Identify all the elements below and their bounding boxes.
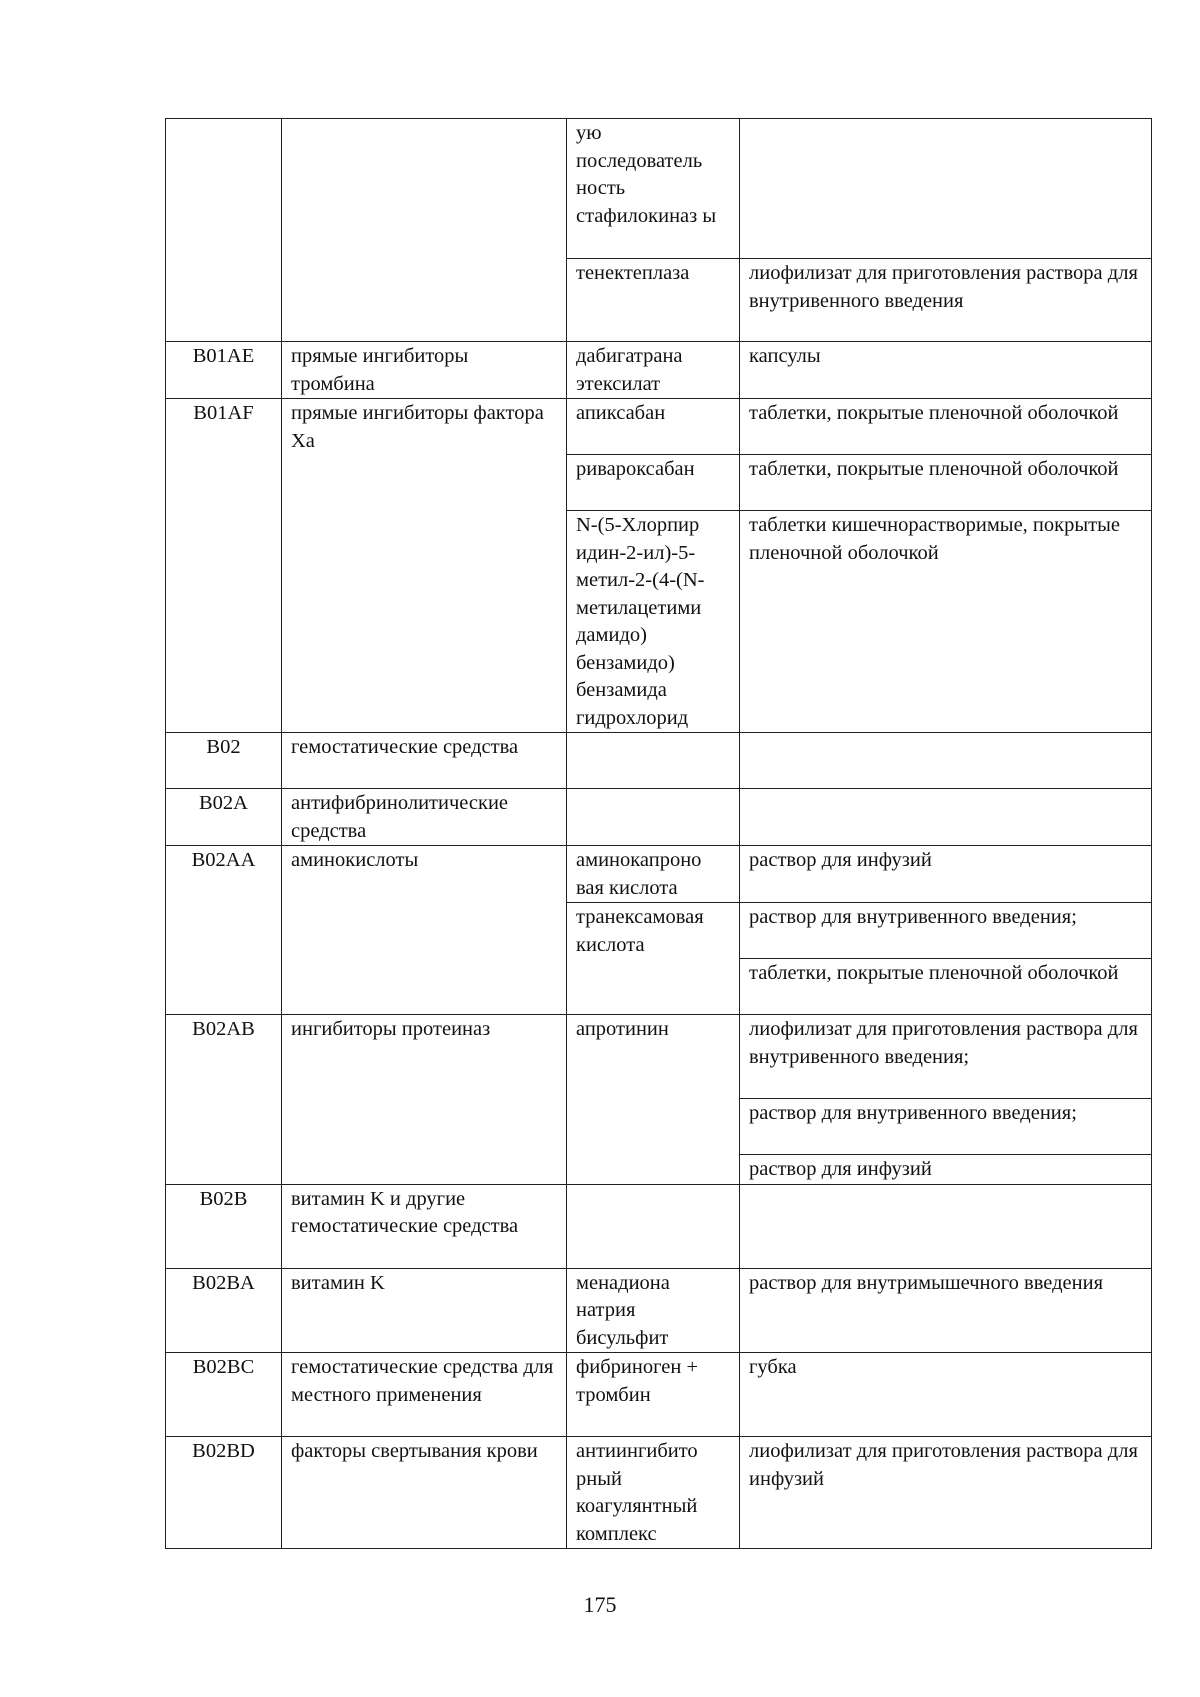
atc-code-cell: B02 [166,733,282,789]
form-cell: губка [740,1353,1152,1437]
atc-code-cell: B02AA [166,846,282,1015]
substance-cell: дабигатрана этексилат [567,342,740,399]
atc-code-cell: B02A [166,789,282,846]
form-cell: раствор для внутримышечного введения [740,1268,1152,1353]
atc-code-cell: B02B [166,1184,282,1268]
substance-cell: ривароксабан [567,455,740,511]
table-row [166,846,1152,903]
substance-cell [567,1184,740,1268]
page-number: 175 [583,1592,617,1617]
substance-cell: транексамовая кислота [567,903,740,1015]
atc-code-cell: B01AF [166,399,282,733]
table-row [166,1353,1152,1437]
atc-code-cell [166,119,282,342]
group-cell: прямые ингибиторы тромбина [282,342,567,399]
group-cell: ингибиторы протеиназ [282,1015,567,1185]
form-cell [740,789,1152,846]
form-cell: раствор для инфузий [740,846,1152,903]
table-row [166,789,1152,846]
substance-cell: ую последователь ность стафилокиназ ы [567,119,740,259]
group-cell: гемостатические средства [282,733,567,789]
form-cell: таблетки, покрытые пленочной оболочкой [740,455,1152,511]
form-cell: лиофилизат для приготовления раствора для инфузий [740,1437,1152,1549]
group-cell: витамин K [282,1268,567,1353]
substance-cell: антиингибито рный коагулянтный комплекс [567,1437,740,1549]
table-row [166,119,1152,259]
form-cell [740,119,1152,259]
form-cell [740,733,1152,789]
group-cell: аминокислоты [282,846,567,1015]
form-cell: лиофилизат для приготовления раствора для внутривенного введения; [740,1015,1152,1099]
form-cell: таблетки, покрытые пленочной оболочкой [740,399,1152,455]
form-cell: раствор для внутривенного введения; [740,1099,1152,1155]
table-row [166,342,1152,399]
drug-table [165,118,1152,1549]
atc-code-cell: B02BD [166,1437,282,1549]
substance-cell: аминокапроно вая кислота [567,846,740,903]
form-cell: таблетки, покрытые пленочной оболочкой [740,959,1152,1015]
group-cell: антифибринолитические средства [282,789,567,846]
substance-cell: тенектеплаза [567,259,740,342]
atc-code-cell: B02BC [166,1353,282,1437]
substance-cell: N-(5-Хлорпир идин-2-ил)-5- метил-2-(4-(N- метилацетими дамидо) бензамидо) бензамида гидрохлорид [567,511,740,733]
form-cell: капсулы [740,342,1152,399]
table-row [166,399,1152,455]
substance-cell: фибриноген + тромбин [567,1353,740,1437]
form-cell: таблетки кишечнорастворимые, покрытые пленочной оболочкой [740,511,1152,733]
table-row [166,733,1152,789]
atc-code-cell: B02BA [166,1268,282,1353]
substance-cell [567,733,740,789]
table-row [166,1268,1152,1353]
form-cell: лиофилизат для приготовления раствора для внутривенного введения [740,259,1152,342]
substance-cell [567,789,740,846]
group-cell: прямые ингибиторы фактора Xa [282,399,567,733]
table-row [166,1437,1152,1549]
form-cell: раствор для внутривенного введения; [740,903,1152,959]
substance-cell: менадиона натрия бисульфит [567,1268,740,1353]
group-cell [282,119,567,342]
substance-cell: апиксабан [567,399,740,455]
table-row [166,1184,1152,1268]
table-row [166,1015,1152,1099]
group-cell: факторы свертывания крови [282,1437,567,1549]
form-cell: раствор для инфузий [740,1155,1152,1185]
group-cell: гемостатические средства для местного применения [282,1353,567,1437]
atc-code-cell: B02AB [166,1015,282,1185]
substance-cell: апротинин [567,1015,740,1185]
group-cell: витамин K и другие гемостатические средства [282,1184,567,1268]
form-cell [740,1184,1152,1268]
atc-code-cell: B01AE [166,342,282,399]
